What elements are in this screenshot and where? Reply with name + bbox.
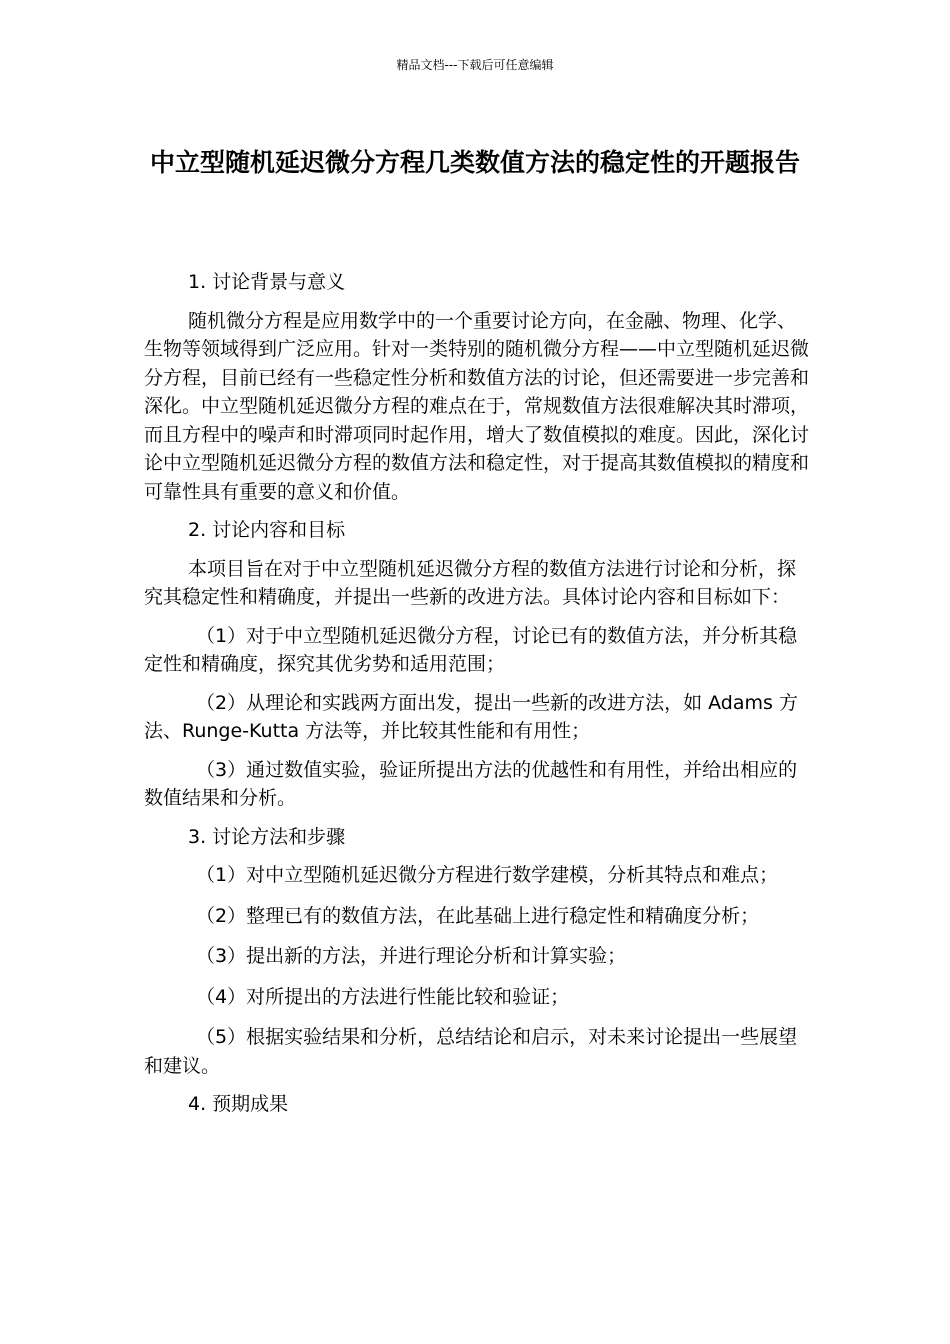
page-header-watermark: 精品文档---下载后可任意编辑 (396, 58, 554, 72)
section-3-item: （2）整理已有的数值方法，在此基础上进行稳定性和精确度分析； (196, 904, 760, 927)
section-3-heading: 3. 讨论方法和步骤 (188, 825, 346, 848)
section-2-item: （2）从理论和实践两方面出发，提出一些新的改进方法，如 Adams 方法、Runge-Kutta 方法等，并比较其性能和有用性； (144, 691, 798, 742)
section-2-paragraph: 本项目旨在对于中立型随机延迟微分方程的数值方法进行讨论和分析，探究其稳定性和精确度，并提出一些新的改进方法。具体讨论内容和目标如下： (144, 557, 797, 608)
document-body (144, 268, 814, 1129)
section-4-heading: 4. 预期成果 (188, 1093, 289, 1115)
section-2-item: （1）对于中立型随机延迟微分方程，讨论已有的数值方法，并分析其稳定性和精确度，探究其优劣势和适用范围； (144, 624, 798, 675)
section-3-item: （3）提出新的方法，并进行理论分析和计算实验； (196, 945, 627, 967)
section-1-paragraph: 随机微分方程是应用数学中的一个重要讨论方向，在金融、物理、化学、生物等领域得到广泛应用。针对一类特别的随机微分方程——中立型随机延迟微分方程，目前已经有一些稳定性分析和数值方法的讨论，但还需要进一步完善和深化。中立型随机延迟微分方程的难点在于，常规数值方法很难解决其时滞项，而且方程中的噪声和时滞项同时起作用，增大了数值模拟的难度。因此，深化讨论中立型随机延迟微分方程的数值方法和稳定性，对于提高其数值模拟的精度和可靠性具有重要的意义和价值。 (144, 309, 810, 503)
section-3-item: （4）对所提出的方法进行性能比较和验证； (196, 985, 570, 1008)
section-3-item: （5）根据实验结果和分析，总结结论和启示，对未来讨论提出一些展望和建议。 (144, 1026, 798, 1077)
document-title: 中立型随机延迟微分方程几类数值方法的稳定性的开题报告 (149, 148, 800, 177)
section-2-heading: 2. 讨论内容和目标 (188, 519, 346, 541)
section-2-item: （3）通过数值实验，验证所提出方法的优越性和有用性，并给出相应的数值结果和分析。 (144, 758, 798, 809)
section-1-heading: 1. 讨论背景与意义 (188, 271, 346, 293)
section-3-item: （1）对中立型随机延迟微分方程进行数学建模，分析其特点和难点； (196, 864, 779, 886)
